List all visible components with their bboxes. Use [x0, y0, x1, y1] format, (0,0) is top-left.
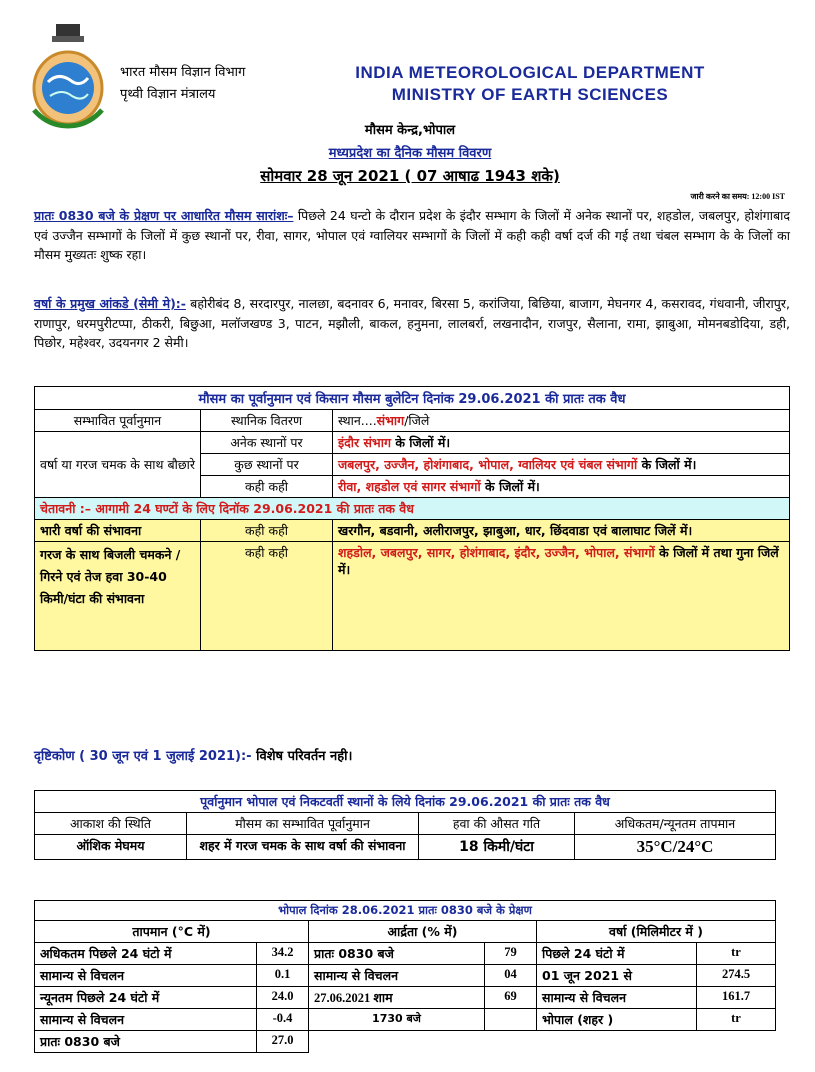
obs-value: 69 [485, 987, 537, 1009]
forecast-dist-2: कुछ स्थानों पर [201, 454, 333, 476]
obs-empty [537, 1031, 697, 1053]
obs-temp-header: तापमान (°C में) [35, 921, 309, 943]
obs-label: सामान्य से विचलन [309, 965, 485, 987]
obs-value: tr [697, 1009, 776, 1031]
hindi-dept-line1: भारत मौसम विज्ञान विभाग [120, 65, 246, 80]
warning-place-2: शहडोल, जबलपुर, सागर, होशंगाबाद, इंदौर, उज्जैन, भोपाल, संभागों के जिलों में तथा गुना जिलें में। [333, 542, 790, 651]
forecast-col2: स्थानिक वितरण [201, 410, 333, 432]
obs-value: 274.5 [697, 965, 776, 987]
obs-value: 27.0 [257, 1031, 309, 1053]
bhopal-hdr-wind: हवा की औसत गति [419, 813, 575, 835]
obs-label: भोपाल (शहर ) [537, 1009, 697, 1031]
report-date: सोमवार 28 जून 2021 ( 07 आषाढ 1943 शके) [260, 167, 560, 185]
bhopal-forecast-title: पूर्वानुमान भोपाल एवं निकटवर्ती स्थानों के लिये दिनांक 29.06.2021 की प्रातः तक वैध [35, 791, 776, 813]
rainfall-text: बहोरीबंद 8, सरदारपुर, नालछा, बदनावर 6, मनावर, बिरसा 5, करांजिया, बिछिया, बाजाग, मेघनगर 4, कसरावद, गंधवानी, जीरापुर, राणापुर, धरमपुरीटप्पा, ठीकरी, बिछुआ, मलॉजखण्ड 3, पाटन, मझौली, बाकल, हनुमना, लालबर्रा, लखनादौन, राजपुर, सैलाना, रामा, झाबुआ, मोमनबडोदिया, डही, पिछोर, महेश्वर, उदयनगर 2 सेमी। [34, 296, 790, 350]
obs-label: सामान्य से विचलन [35, 1009, 257, 1031]
forecast-table [34, 386, 790, 651]
warning-place-1: खरगौन, बडवानी, अलीराजपुर, झाबुआ, धार, छिंदवाडा एवं बालाघाट जिलें में। [333, 520, 790, 542]
warning-title: चेतावनी :– आगामी 24 घण्टों के लिए दिनॉक 29.06.2021 की प्रातः तक वैध [35, 498, 790, 520]
obs-empty [485, 1031, 537, 1053]
obs-label: पिछले 24 घंटो में [537, 943, 697, 965]
rainfall-heading: वर्षा के प्रमुख आंकडे (सेमी मे):- [34, 296, 186, 311]
forecast-col1: सम्भावित पूर्वानुमान [35, 410, 201, 432]
forecast-place-3: रीवा, शहडोल एवं सागर संभागों के जिलों में। [333, 476, 790, 498]
obs-title: भोपाल दिनांक 28.06.2021 प्रातः 0830 बजे के प्रेक्षण [35, 901, 776, 921]
obs-label: अधिकतम पिछले 24 घंटो में [35, 943, 257, 965]
warning-type-1: भारी वर्षा की संभावना [35, 520, 201, 542]
outlook-heading: दृष्टिकोण ( 30 जून एवं 1 जुलाई 2021):- [34, 749, 252, 764]
english-dept-name [300, 62, 760, 106]
obs-rain-header: वर्षा (मिलिमीटर में ) [537, 921, 776, 943]
bhopal-forecast-table [34, 790, 776, 860]
center-name: मौसम केन्द्र,भोपाल [364, 123, 456, 138]
outlook-line [34, 746, 352, 764]
obs-label: सामान्य से विचलन [35, 965, 257, 987]
obs-empty [697, 1031, 776, 1053]
obs-label: 27.06.2021 शाम [309, 987, 485, 1009]
warning-dist-1: कही कही [201, 520, 333, 542]
obs-label: 1730 बजे [309, 1009, 485, 1031]
forecast-place-1: इंदौर संभाग के जिलों में। [333, 432, 790, 454]
eng-dept-line2: MINISTRY OF EARTH SCIENCES [391, 85, 669, 104]
obs-hum-header: आर्द्रता (% में) [309, 921, 537, 943]
forecast-dist-3: कही कही [201, 476, 333, 498]
obs-value: 34.2 [257, 943, 309, 965]
forecast-col3: स्थान....संभाग/जिले [333, 410, 790, 432]
obs-value: tr [697, 943, 776, 965]
imd-emblem [28, 22, 108, 130]
obs-value: 79 [485, 943, 537, 965]
summary-heading: प्रातः 0830 बजे के प्रेक्षण पर आधारित मौसम सारांशः– [34, 208, 294, 223]
eng-dept-line1: INDIA METEOROLOGICAL DEPARTMENT [355, 63, 705, 82]
obs-value [485, 1009, 537, 1031]
forecast-category: वर्षा या गरज चमक के साथ बौछारे [35, 432, 201, 498]
obs-label: प्रातः 0830 बजे [309, 943, 485, 965]
obs-value: 04 [485, 965, 537, 987]
bhopal-hdr-weather: मौसम का सम्भावित पूर्वानुमान [187, 813, 419, 835]
obs-value: -0.4 [257, 1009, 309, 1031]
obs-value: 24.0 [257, 987, 309, 1009]
obs-label: सामान्य से विचलन [537, 987, 697, 1009]
obs-value: 0.1 [257, 965, 309, 987]
rainfall-paragraph [34, 294, 790, 353]
bhopal-sky: ऑशिक मेघमय [35, 835, 187, 860]
forecast-dist-1: अनेक स्थानों पर [201, 432, 333, 454]
outlook-text: विशेष परिवर्तन नही। [251, 749, 353, 764]
bhopal-wind: 18 किमी/घंटा [419, 835, 575, 860]
obs-label: न्यूनतम पिछले 24 घंटो में [35, 987, 257, 1009]
bhopal-hdr-sky: आकाश की स्थिति [35, 813, 187, 835]
bhopal-weather: शहर में गरज चमक के साथ वर्षा की संभावना [187, 835, 419, 860]
hindi-dept-line2: पृथ्वी विज्ञान मंत्रालय [120, 87, 216, 102]
warning-type-2: गरज के साथ बिजली चमकने / गिरने एवं तेज हवा 30-40 किमी/घंटा की संभावना [35, 542, 201, 651]
bhopal-hdr-temp: अधिकतम/न्यूनतम तापमान [575, 813, 776, 835]
obs-value: 161.7 [697, 987, 776, 1009]
obs-empty [309, 1031, 485, 1053]
bhopal-temp: 35°C/24°C [575, 835, 776, 860]
hindi-dept-name [120, 62, 245, 106]
summary-paragraph [34, 206, 790, 265]
obs-label: प्रातः 0830 बजे [35, 1031, 257, 1053]
summary-text: पिछले 24 घन्टो के दौरान प्रदेश के इंदौर सम्भाग के जिलों में अनेक स्थानों पर, शहडोल, जबलपुर, होशंगाबाद एवं उज्जैन सम्भागों के जिलों में कुछ स्थानों पर, रीवा, सागर, भोपाल एवं ग्वालियर सम्भागों के जिलों में कही कही वर्षा दर्ज की गई तथा चंबल सम्भाग के के जिलों का मौसम मुख्यतः शुष्क रहा। [34, 208, 790, 262]
forecast-title: मौसम का पूर्वानुमान एवं किसान मौसम बुलेटिन दिनांक 29.06.2021 की प्रातः तक वैध [35, 387, 790, 410]
report-title: मध्यप्रदेश का दैनिक मौसम विवरण [328, 146, 492, 161]
forecast-place-2: जबलपुर, उज्जैन, होशंगाबाद, भोपाल, ग्वालियर एवं चंबल संभागों के जिलों में। [333, 454, 790, 476]
obs-label: 01 जून 2021 से [537, 965, 697, 987]
bhopal-observation-table [34, 900, 776, 1053]
warning-dist-2: कही कही [201, 542, 333, 651]
issue-time: जारी करने का समय: 12:00 IST [690, 192, 785, 201]
